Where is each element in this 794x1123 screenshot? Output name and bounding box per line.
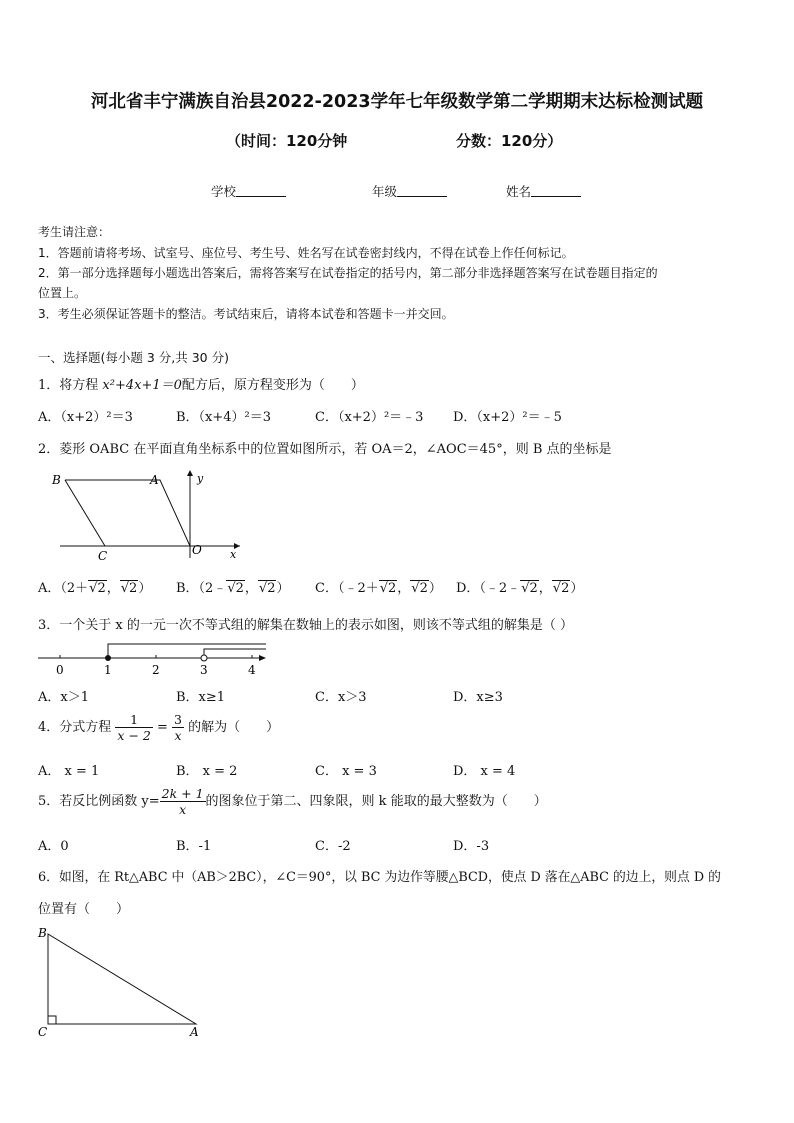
q5-fraction: $\frac{2k + 1}{x}$ [161, 786, 204, 817]
rhombus-oabc [65, 480, 190, 546]
triangle-figure [36, 924, 206, 1042]
q5-suffix: 的图象位于第二、四象限，则 k 能取的最大整数为（ ） [205, 794, 547, 809]
label-o: O [192, 543, 202, 557]
range-x-gt-3 [204, 649, 266, 658]
rhombus-figure [50, 466, 250, 562]
number-line-arrow [259, 655, 266, 661]
grade-blank[interactable] [397, 184, 447, 197]
notice-heading: 考生请注意： [38, 225, 111, 239]
tick-label-1: 1 [104, 663, 112, 677]
q1-equation: x²+4x+1＝0 [102, 378, 182, 393]
label-c: C [38, 1025, 48, 1039]
q4-option-d[interactable]: D． x = 4 [453, 764, 516, 779]
tick-label-3: 3 [200, 663, 208, 677]
label-y: y [197, 472, 204, 485]
q4-prefix: 4．分式方程 [38, 720, 112, 735]
q4-equals: = [157, 720, 168, 735]
question-5 [38, 786, 547, 817]
label-a: A [190, 1025, 199, 1039]
question-1 [38, 374, 364, 393]
question-4 [38, 712, 279, 743]
q1-prefix: 1．将方程 [38, 378, 103, 393]
tick-label-2: 2 [152, 663, 160, 677]
notice-item-2: 2．第一部分选择题每小题选出答案后，需将答案写在试卷指定的括号内，第二部分非选择题答案写在试卷题目指定的 [38, 266, 658, 280]
tick-label-0: 0 [56, 663, 64, 677]
grade-label: 年级 [372, 184, 398, 199]
q5-option-d[interactable]: D．-3 [453, 839, 490, 854]
school-field [211, 182, 286, 200]
q4-fraction-1: $\frac{1}{x - 2}$ [117, 712, 151, 743]
open-dot-3 [201, 655, 207, 661]
label-c: C [98, 549, 108, 562]
q3-option-d[interactable]: D．x≥3 [453, 690, 503, 705]
q4-suffix: 的解为（ ） [188, 720, 280, 735]
q5-option-b[interactable]: B．-1 [176, 839, 212, 854]
notice-item-2-cont: 位置上。 [38, 286, 87, 300]
number-line-figure [36, 638, 268, 680]
q5-prefix: 5．若反比例函数 y= [38, 794, 160, 809]
q4-fraction-2: $\frac{3}{x}$ [174, 712, 182, 743]
label-b: B [38, 926, 47, 940]
q2-option-b[interactable]: B．（2﹣√2，√2） [176, 581, 290, 596]
question-6: 6．如图，在 Rt△ABC 中（AB＞2BC），∠C＝90°，以 BC 为边作等腰△BCD，使点 D 落在△ABC 的边上，则点 D 的 [38, 870, 721, 885]
school-label: 学校 [211, 184, 237, 199]
q2-option-c[interactable]: C．（﹣2＋√2，√2） [315, 581, 442, 596]
q1-option-d[interactable]: D．（x+2）²＝﹣5 [453, 410, 562, 425]
exam-time: （时间：120分钟 [226, 132, 348, 150]
triangle-abc [48, 934, 196, 1024]
label-b: B [52, 473, 61, 487]
q4-option-c[interactable]: C． x = 3 [315, 764, 377, 779]
q1-suffix: 配方后，原方程变形为（ ） [181, 378, 364, 393]
name-label: 姓名 [506, 184, 532, 199]
question-2: 2．菱形 OABC 在平面直角坐标系中的位置如图所示，若 OA＝2，∠AOC＝45°，则 B 点的坐标是 [38, 442, 612, 457]
page-title: 河北省丰宁满族自治县2022-2023学年七年级数学第二学期期末达标检测试题 [90, 92, 704, 112]
q2-option-a[interactable]: A．（2＋√2，√2） [38, 581, 152, 596]
name-blank[interactable] [531, 184, 581, 197]
notice-item-3: 3．考生必须保证答题卡的整洁。考试结束后，请将本试卷和答题卡一并交回。 [38, 307, 454, 321]
q5-option-c[interactable]: C．-2 [315, 839, 351, 854]
school-blank[interactable] [236, 184, 286, 197]
notice-item-1: 1．答题前请将考场、试室号、座位号、考生号、姓名写在试卷密封线内，不得在试卷上作任何标记。 [38, 246, 574, 260]
q5-option-a[interactable]: A．0 [38, 839, 69, 854]
q1-option-c[interactable]: C．（x+2）²＝﹣3 [315, 410, 424, 425]
tick-label-4: 4 [248, 663, 256, 677]
y-axis-arrow [187, 470, 193, 476]
label-a: A [150, 473, 159, 487]
question-6-cont: 位置有（ ） [38, 902, 130, 917]
q3-option-a[interactable]: A．x＞1 [38, 690, 89, 705]
closed-dot-1 [105, 655, 111, 661]
label-x: x [230, 548, 237, 561]
range-x-ge-1 [108, 644, 266, 658]
exam-score: 分数：120分） [456, 132, 563, 150]
q4-option-a[interactable]: A． x = 1 [38, 764, 100, 779]
right-angle-mark [48, 1016, 56, 1024]
name-field [506, 182, 581, 200]
q1-option-b[interactable]: B．（x+4）²＝3 [176, 410, 272, 425]
q3-option-c[interactable]: C．x＞3 [315, 690, 367, 705]
question-3: 3．一个关于 x 的一元一次不等式组的解集在数轴上的表示如图，则该不等式组的解集是（ ） [38, 618, 574, 633]
grade-field [372, 182, 447, 200]
q1-option-a[interactable]: A．（x+2）²＝3 [38, 410, 133, 425]
q2-option-d[interactable]: D．（﹣2﹣√2，√2） [456, 581, 584, 596]
q3-option-b[interactable]: B．x≥1 [176, 690, 226, 705]
section-heading: 一、选择题(每小题 3 分,共 30 分) [38, 350, 229, 365]
q4-option-b[interactable]: B． x = 2 [176, 764, 238, 779]
